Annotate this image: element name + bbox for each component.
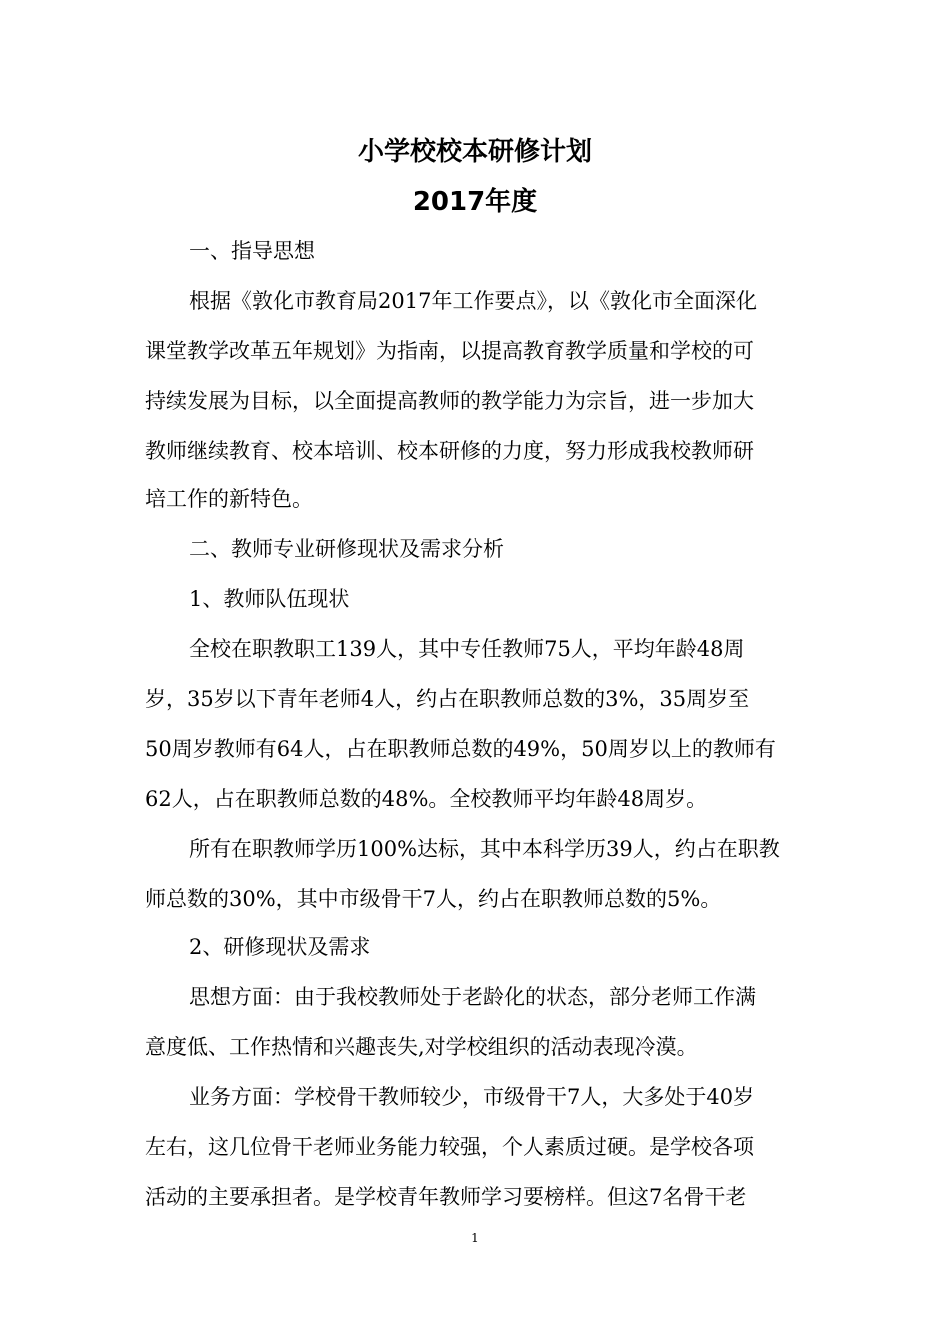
paragraph-line: 岁，35岁以下青年老师4人，约占在职教师总数的3%，35周岁至 [145, 687, 750, 711]
paragraph-line: 思想方面：由于我校教师处于老龄化的状态，部分老师工作满 [189, 985, 756, 1009]
page-number: 1 [471, 1231, 479, 1245]
paragraph-line: 持续发展为目标，以全面提高教师的教学能力为宗旨，进一步加大 [145, 389, 754, 413]
paragraph-line: 课堂教学改革五年规划》为指南，以提高教育教学质量和学校的可 [145, 339, 754, 363]
paragraph-line: 根据《敦化市教育局2017年工作要点》，以《敦化市全面深化 [189, 289, 757, 313]
paragraph-line: 培工作的新特色。 [145, 487, 313, 511]
paragraph-line: 意度低、工作热情和兴趣丧失,对学校组织的活动表现冷漠。 [145, 1035, 698, 1059]
paragraph-line: 师总数的30%，其中市级骨干7人，约占在职教师总数的5%。 [145, 887, 722, 911]
paragraph-line: 活动的主要承担者。是学校青年教师学习要榜样。但这7名骨干老 [145, 1185, 747, 1209]
paragraph-line: 全校在职教职工139人，其中专任教师75人，平均年龄48周 [189, 637, 745, 661]
document-subtitle: 2017年度 [412, 187, 538, 217]
subsection-heading-training-needs: 2、研修现状及需求 [189, 935, 371, 959]
paragraph-line: 左右，这几位骨干老师业务能力较强，个人素质过硬。是学校各项 [145, 1135, 754, 1159]
section-heading-status-analysis: 二、教师专业研修现状及需求分析 [189, 537, 504, 561]
paragraph-line: 62人，占在职教师总数的48%。全校教师平均年龄48周岁。 [145, 787, 708, 811]
paragraph-line: 50周岁教师有64人，占在职教师总数的49%，50周岁以上的教师有 [145, 737, 776, 761]
paragraph-line: 教师继续教育、校本培训、校本研修的力度，努力形成我校教师研 [145, 439, 754, 463]
paragraph-line: 业务方面：学校骨干教师较少，市级骨干7人，大多处于40岁 [189, 1085, 755, 1109]
section-heading-guiding-ideology: 一、指导思想 [189, 239, 315, 263]
document-title: 小学校校本研修计划 [357, 137, 592, 167]
subsection-heading-teacher-team: 1、教师队伍现状 [189, 587, 350, 611]
paragraph-line: 所有在职教师学历100%达标，其中本科学历39人，约占在职教 [189, 837, 780, 861]
